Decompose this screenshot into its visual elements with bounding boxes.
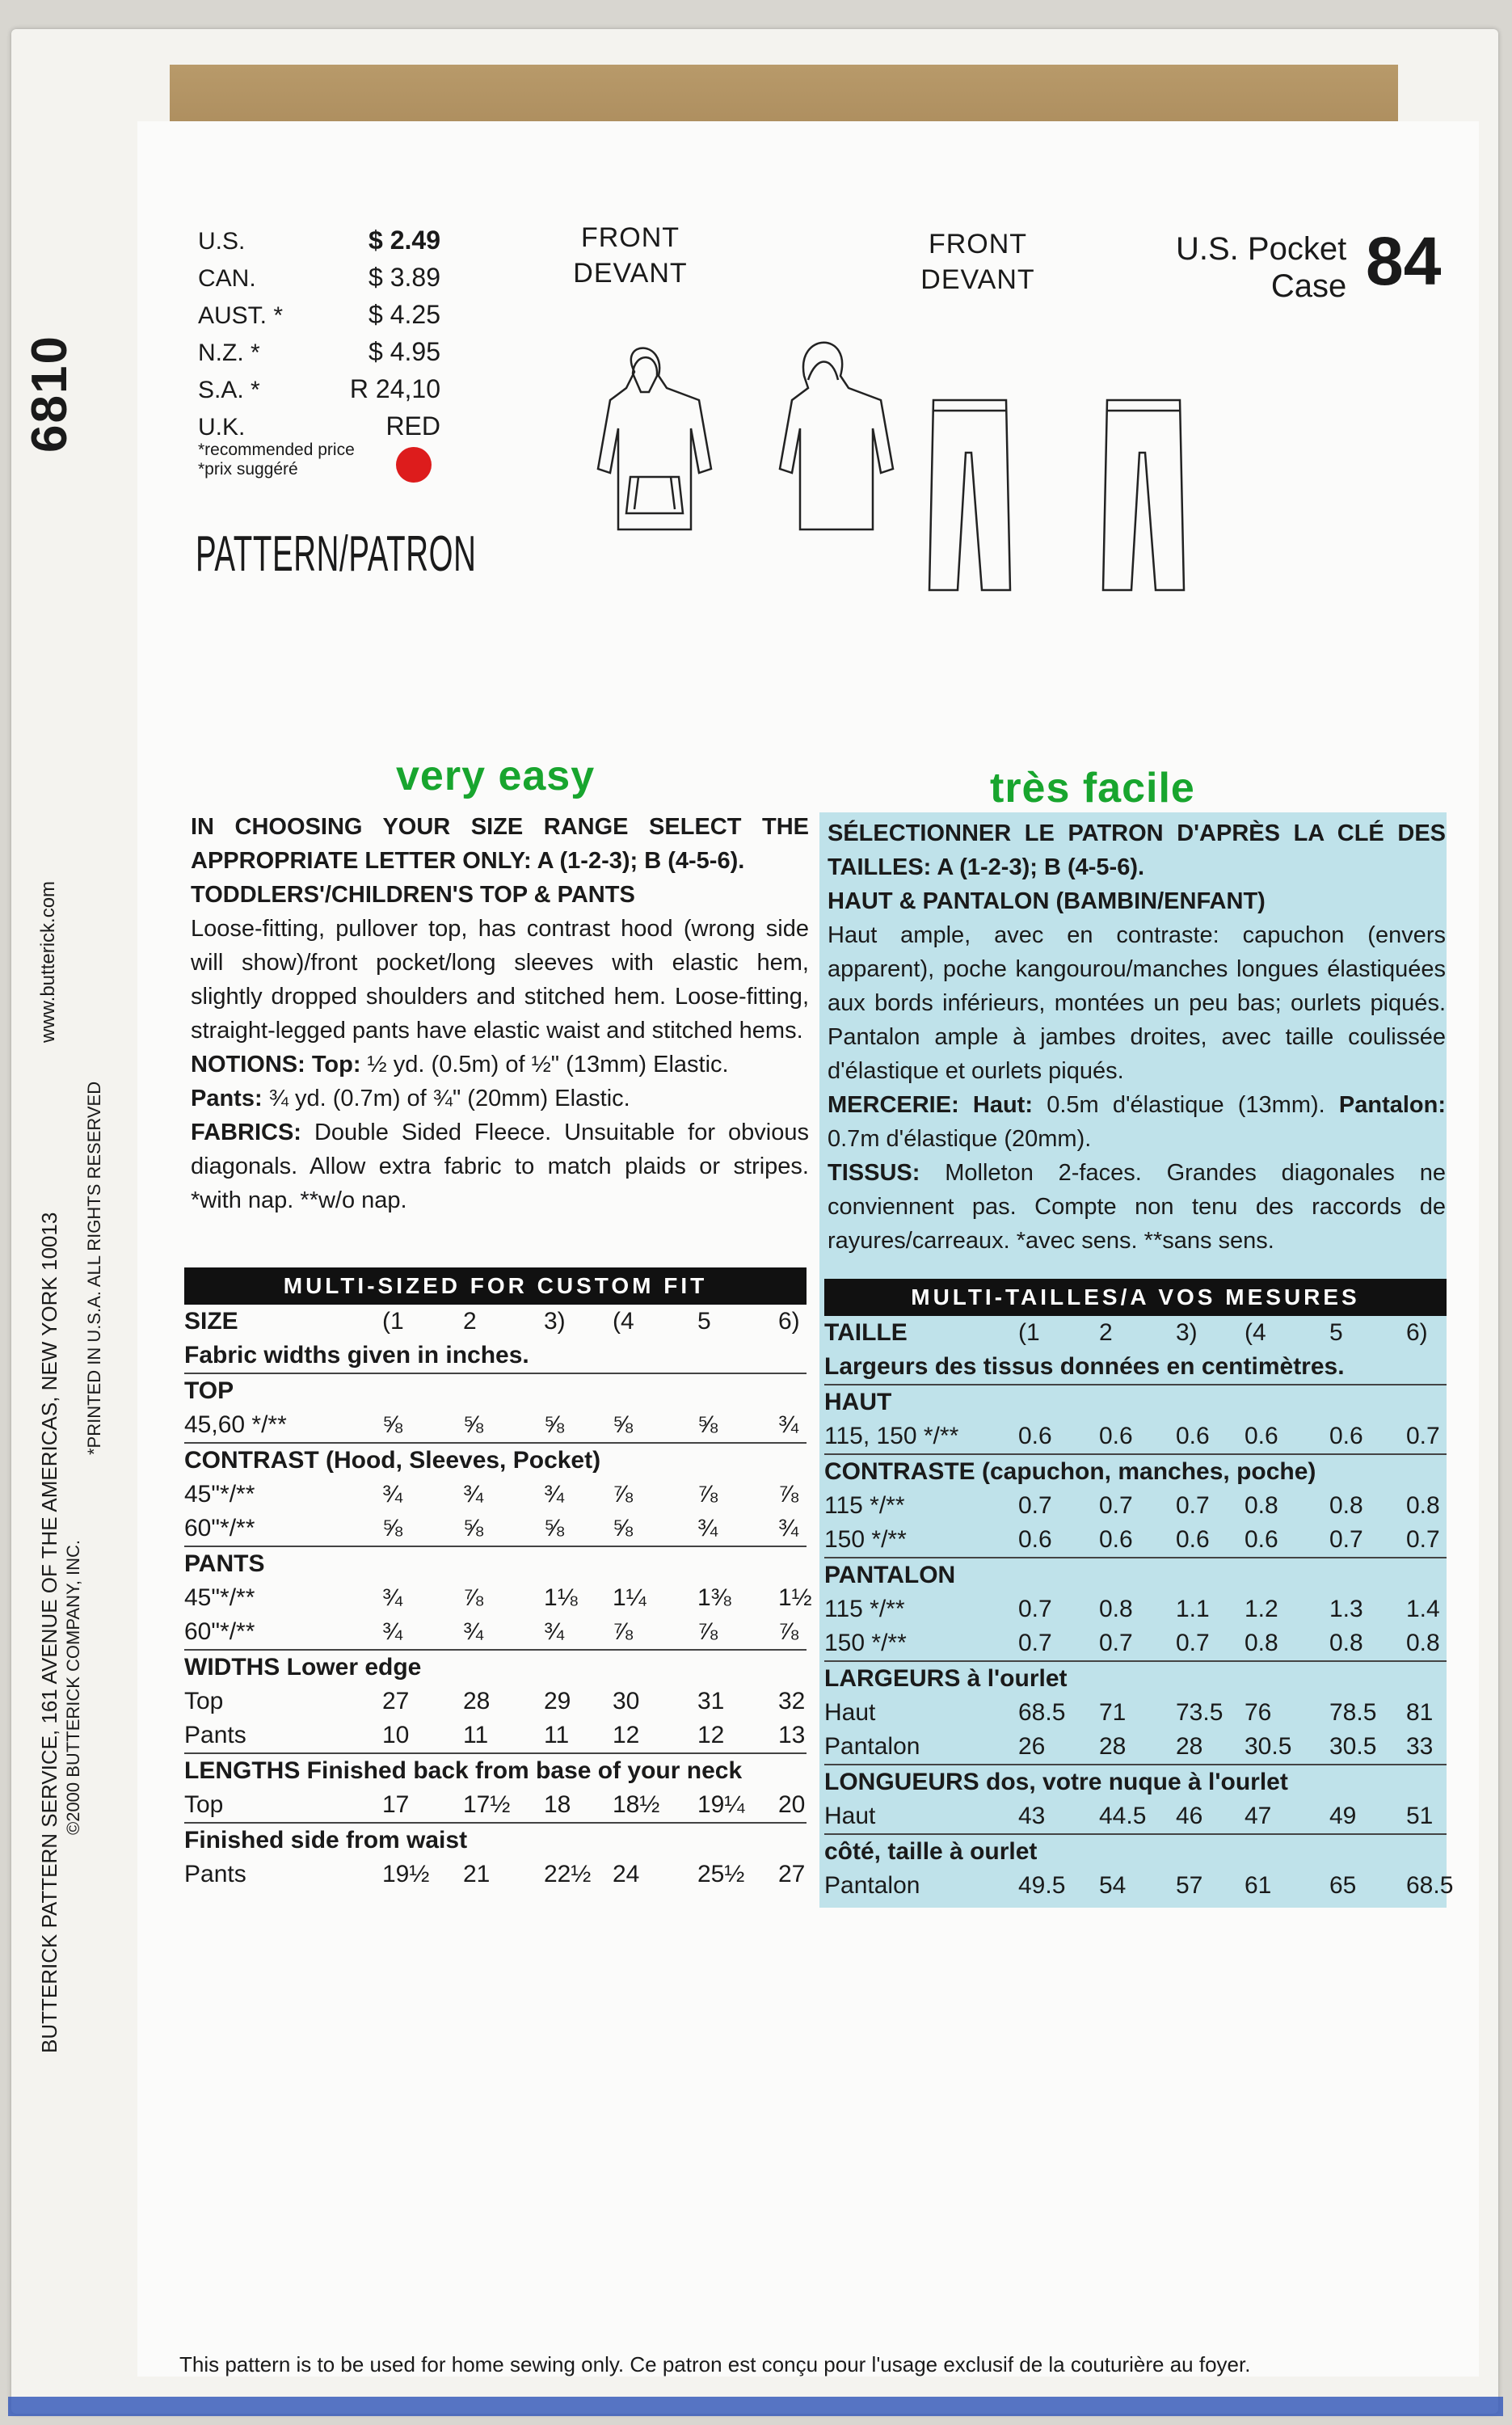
- price-country: CAN.: [198, 265, 256, 292]
- pants-front-drawing: [929, 400, 1010, 590]
- difficulty-fr: très facile: [990, 765, 1195, 812]
- table-cell: 0.7: [1018, 1596, 1052, 1622]
- table-section-title: CONTRAST (Hood, Sleeves, Pocket): [184, 1447, 601, 1474]
- table-cell: 30.5: [1245, 1733, 1292, 1760]
- table-cell: ⅝: [382, 1515, 403, 1541]
- table-cell: ⅞: [697, 1481, 718, 1508]
- table-cell: 26: [1018, 1733, 1046, 1760]
- row-label: 115 */**: [824, 1492, 905, 1519]
- fabrics-en: [191, 1116, 809, 1217]
- pocket-case-number: 84: [1366, 223, 1442, 299]
- table-cell: 0.6: [1099, 1423, 1133, 1449]
- tissus-label: TISSUS:: [828, 1160, 920, 1186]
- table-cell: 76: [1245, 1699, 1272, 1726]
- table-cell: 12: [697, 1722, 725, 1748]
- table-cell: 1⅛: [544, 1584, 578, 1611]
- price-row: [198, 330, 440, 367]
- pants-sketch: [921, 388, 1196, 598]
- table-row: [184, 1478, 807, 1512]
- table-cell: ⅝: [544, 1411, 565, 1438]
- table-cell: 19½: [382, 1861, 430, 1887]
- table-cell: 0.8: [1406, 1630, 1440, 1656]
- size-value: (1: [382, 1308, 404, 1335]
- size-value: 2: [1099, 1319, 1113, 1346]
- size-label: TAILLE: [824, 1319, 908, 1346]
- notions-pants-en: [191, 1082, 809, 1116]
- table-cell: 1.1: [1176, 1596, 1210, 1622]
- table-cell: 0.6: [1245, 1423, 1278, 1449]
- pocket-line1: U.S. Pocket: [1176, 231, 1347, 267]
- difficulty-en: very easy: [396, 753, 596, 799]
- table-section-title-row: [184, 1373, 807, 1408]
- table-section-title-row: [824, 1833, 1447, 1869]
- table-cell: 0.6: [1176, 1423, 1210, 1449]
- english-description: [191, 810, 809, 1217]
- size-value: 6): [778, 1308, 800, 1335]
- table-cell: ⅝: [382, 1411, 403, 1438]
- table-cell: 0.7: [1329, 1526, 1363, 1553]
- table-cell: 0.7: [1176, 1492, 1210, 1519]
- garment-title-en: TODDLERS'/CHILDREN'S TOP & PANTS: [191, 882, 635, 908]
- copyright: ©2000 BUTTERICK COMPANY, INC.: [63, 1539, 83, 1835]
- table-row: [184, 1719, 807, 1752]
- table-cell: 0.7: [1176, 1630, 1210, 1656]
- table-row: [824, 1799, 1447, 1833]
- table-cell: 19¼: [697, 1791, 745, 1818]
- table-cell: 1¼: [613, 1584, 646, 1611]
- row-label: Haut: [824, 1699, 876, 1726]
- mercerie-fr: [828, 1088, 1446, 1156]
- table-cell: 46: [1176, 1803, 1203, 1829]
- table-row: [824, 1869, 1454, 1903]
- table-cell: ¾: [697, 1515, 718, 1541]
- table-row: [184, 1788, 807, 1822]
- website: www.butterick.com: [37, 880, 59, 1043]
- size-value: (4: [1245, 1319, 1266, 1346]
- price-list: [198, 218, 440, 441]
- pants-front-label: FRONT: [928, 229, 1028, 259]
- table-cell: 0.6: [1176, 1526, 1210, 1553]
- price-amount: $ 3.89: [369, 263, 440, 292]
- price-country: AUST. *: [198, 302, 284, 329]
- price-row: [198, 218, 440, 255]
- mercerie-pantalon: 0.7m d'élastique (20mm).: [828, 1126, 1092, 1152]
- table-cell: 73.5: [1176, 1699, 1223, 1726]
- table-cell: 0.8: [1245, 1630, 1278, 1656]
- pocket-case-label: [1176, 230, 1346, 305]
- table-cell: ¾: [463, 1618, 484, 1645]
- table-cell: 43: [1018, 1803, 1046, 1829]
- mercerie-pants-label: Pantalon:: [1338, 1092, 1447, 1118]
- table-cell: 44.5: [1099, 1803, 1147, 1829]
- table-cell: ⅝: [697, 1411, 718, 1438]
- notions-en: [191, 1048, 809, 1082]
- size-range-instruction-en: IN CHOOSING YOUR SIZE RANGE SELECT THE APPROPRIATE LETTER ONLY: A (1-2-3); B (4-5-6).: [191, 814, 809, 874]
- price-row: [198, 367, 440, 404]
- size-value: 3): [1176, 1319, 1198, 1346]
- fabric-width-note: Largeurs des tissus données en centimètres.: [824, 1353, 1345, 1380]
- table-section-title-row: [824, 1764, 1447, 1799]
- fabrics-text: Double Sided Fleece. Unsuitable for obvious diagonals. Allow extra fabric to match plaids or stripes. *with nap. **w/o nap.: [191, 1120, 809, 1213]
- price-note-en: *recommended price: [198, 441, 355, 459]
- table-cell: 24: [613, 1861, 640, 1887]
- table-cell: 12: [613, 1722, 640, 1748]
- garment-title-fr: HAUT & PANTALON (BAMBIN/ENFANT): [828, 888, 1266, 914]
- mercerie-haut: 0.5m d'élastique (13mm).: [1047, 1092, 1325, 1118]
- table-cell: ⅞: [778, 1618, 799, 1645]
- row-label: 60"*/**: [184, 1515, 255, 1541]
- french-description: [828, 816, 1446, 1258]
- pocket-line2: Case: [1270, 268, 1347, 304]
- table-cell: 29: [544, 1688, 571, 1714]
- row-label: Top: [184, 1688, 224, 1714]
- table-cell: ¾: [382, 1584, 403, 1611]
- table-cell: ⅝: [544, 1515, 565, 1541]
- table-row: [824, 1489, 1447, 1523]
- table-section-title: LARGEURS à l'ourlet: [824, 1665, 1068, 1692]
- table-cell: 20: [778, 1791, 806, 1818]
- table-cell: 28: [463, 1688, 491, 1714]
- table-cell: 1.4: [1406, 1596, 1440, 1622]
- table-cell: 0.6: [1018, 1526, 1052, 1553]
- table-row: [184, 1581, 812, 1615]
- notions-top: ½ yd. (0.5m) of ½" (13mm) Elastic.: [367, 1052, 729, 1078]
- table-section-title: LENGTHS Finished back from base of your neck: [184, 1757, 743, 1784]
- hoodie-front-drawing: [598, 348, 711, 529]
- table-cell: 1.2: [1245, 1596, 1278, 1622]
- table-header: MULTI-TAILLES/A VOS MESURES: [824, 1279, 1447, 1316]
- row-label: Haut: [824, 1803, 876, 1829]
- row-label: 60"*/**: [184, 1618, 255, 1645]
- table-cell: ¾: [544, 1618, 565, 1645]
- size-value: (4: [613, 1308, 634, 1335]
- table-cell: 65: [1329, 1872, 1357, 1899]
- row-label: Pantalon: [824, 1872, 920, 1899]
- row-label: 115 */**: [824, 1596, 905, 1622]
- table-cell: 0.8: [1406, 1492, 1440, 1519]
- table-section-title: LONGUEURS dos, votre nuque à l'ourlet: [824, 1769, 1288, 1795]
- table-cell: ⅞: [613, 1481, 634, 1508]
- table-cell: 30: [613, 1688, 640, 1714]
- top-devant-label: DEVANT: [573, 258, 688, 289]
- yardage-table-fr: [824, 1279, 1454, 1903]
- table-section-title-row: [824, 1557, 1447, 1592]
- table-row: [824, 1730, 1447, 1764]
- table-section-title-row: [184, 1442, 807, 1478]
- tissus-text: Molleton 2-faces. Grandes diagonales ne conviennent pas. Compte non tenu des raccords de rayures/carreaux. *avec sens. **sans sens.: [828, 1160, 1446, 1254]
- table-cell: 61: [1245, 1872, 1272, 1899]
- table-row: [824, 1419, 1447, 1453]
- size-label: SIZE: [184, 1308, 238, 1335]
- table-cell: 1½: [778, 1584, 812, 1611]
- table-cell: 78.5: [1329, 1699, 1377, 1726]
- table-cell: 31: [697, 1688, 725, 1714]
- size-value: 6): [1406, 1319, 1428, 1346]
- pants-back-drawing: [1103, 400, 1184, 590]
- table-cell: ⅝: [463, 1411, 484, 1438]
- publisher-address: BUTTERICK PATTERN SERVICE, 161 AVENUE OF THE AMERICAS, NEW YORK 10013: [37, 1212, 61, 2053]
- table-section-title: PANTS: [184, 1550, 265, 1577]
- price-amount: RED: [385, 411, 440, 441]
- fabric-width-note-row: [824, 1350, 1447, 1384]
- table-cell: ¾: [382, 1618, 403, 1645]
- table-cell: 0.8: [1329, 1492, 1363, 1519]
- table-cell: 28: [1099, 1733, 1127, 1760]
- table-cell: 13: [778, 1722, 806, 1748]
- table-cell: 11: [463, 1722, 489, 1748]
- table-cell: ¾: [544, 1481, 565, 1508]
- row-label: Pantalon: [824, 1733, 920, 1760]
- table-cell: 54: [1099, 1872, 1127, 1899]
- table-cell: 18: [544, 1791, 571, 1818]
- table-cell: 33: [1406, 1733, 1434, 1760]
- table-cell: 0.8: [1245, 1492, 1278, 1519]
- fabric-width-note-row: [184, 1339, 807, 1373]
- pants-view-label: [913, 226, 1042, 297]
- table-cell: 0.7: [1406, 1423, 1440, 1449]
- notions-pants-label: Pants:: [191, 1086, 263, 1111]
- size-value: 5: [697, 1308, 711, 1335]
- table-row: [824, 1696, 1447, 1730]
- table-cell: 0.7: [1099, 1630, 1133, 1656]
- table-cell: 1⅜: [697, 1584, 731, 1611]
- table-cell: ⅝: [613, 1411, 634, 1438]
- table-header: MULTI-SIZED FOR CUSTOM FIT: [184, 1267, 807, 1305]
- pattern-label: PATTERN/PATRON: [196, 526, 477, 582]
- table-cell: ⅝: [613, 1515, 634, 1541]
- envelope-bottom-edge: [8, 2397, 1503, 2416]
- table-cell: 21: [463, 1861, 491, 1887]
- tissus-fr: [828, 1156, 1446, 1258]
- table-section-title-row: [824, 1384, 1447, 1419]
- table-cell: 0.6: [1329, 1423, 1363, 1449]
- price-country: S.A. *: [198, 377, 260, 403]
- table-cell: 51: [1406, 1803, 1434, 1829]
- table-cell: ⅝: [463, 1515, 484, 1541]
- price-country: U.K.: [198, 414, 246, 441]
- price-amount: $ 2.49: [369, 226, 440, 255]
- price-amount: R 24,10: [349, 374, 440, 403]
- size-value: (1: [1018, 1319, 1040, 1346]
- price-note: [198, 441, 355, 479]
- row-label: Top: [184, 1791, 224, 1818]
- row-label: Pants: [184, 1861, 246, 1887]
- home-sewing-notice: This pattern is to be used for home sewing only. Ce patron est conçu pour l'usage exclusif de la couturière au foyer.: [179, 2352, 1251, 2376]
- table-section-title-row: [824, 1453, 1447, 1489]
- table-cell: 0.8: [1099, 1596, 1133, 1622]
- size-value: 3): [544, 1308, 566, 1335]
- table-cell: 0.6: [1245, 1526, 1278, 1553]
- table-cell: ⅞: [778, 1481, 799, 1508]
- table-cell: 18½: [613, 1791, 660, 1818]
- yardage-table-en: [184, 1267, 812, 1892]
- table-cell: 68.5: [1406, 1872, 1454, 1899]
- table-cell: 22½: [544, 1861, 592, 1887]
- table-section-title-row: [824, 1660, 1447, 1696]
- price-row: [198, 293, 440, 330]
- table-cell: 57: [1176, 1872, 1203, 1899]
- printed-notice: *PRINTED IN U.S.A. ALL RIGHTS RESERVED: [84, 1081, 104, 1455]
- size-row: [184, 1305, 807, 1339]
- size-range-instruction-fr: SÉLECTIONNER LE PATRON D'APRÈS LA CLÉ DES TAILLES: A (1-2-3); B (4-5-6).: [828, 820, 1446, 880]
- table-section-title: CONTRASTE (capuchon, manches, poche): [824, 1458, 1316, 1485]
- table-section-title: PANTALON: [824, 1562, 956, 1588]
- price-note-fr: *prix suggéré: [198, 460, 298, 479]
- uk-price-red-dot: [396, 447, 432, 483]
- table-cell: 17½: [463, 1791, 511, 1818]
- table-cell: ¾: [463, 1481, 484, 1508]
- table-row: [184, 1858, 807, 1892]
- table-cell: 0.8: [1329, 1630, 1363, 1656]
- size-row: [824, 1316, 1447, 1350]
- fabrics-label: FABRICS:: [191, 1120, 301, 1145]
- table-cell: ¾: [778, 1411, 799, 1438]
- table-section-title: TOP: [184, 1377, 234, 1404]
- table-cell: 25½: [697, 1861, 745, 1887]
- notions-pants: ¾ yd. (0.7m) of ¾" (20mm) Elastic.: [268, 1086, 630, 1111]
- size-value: 2: [463, 1308, 477, 1335]
- row-label: Pants: [184, 1722, 246, 1748]
- table-section-title-row: [184, 1546, 807, 1581]
- table-cell: 27: [778, 1861, 806, 1887]
- table-row: [184, 1615, 807, 1649]
- table-cell: 0.7: [1018, 1492, 1052, 1519]
- row-label: 150 */**: [824, 1630, 907, 1656]
- table-section-title-row: [184, 1752, 807, 1788]
- table-cell: 30.5: [1329, 1733, 1377, 1760]
- table-section-title: WIDTHS Lower edge: [184, 1654, 422, 1681]
- table-row: [824, 1626, 1447, 1660]
- price-country: N.Z. *: [198, 340, 260, 366]
- top-front-label: FRONT: [580, 222, 680, 253]
- table-cell: 11: [544, 1722, 570, 1748]
- row-label: 150 */**: [824, 1526, 907, 1553]
- table-cell: 0.7: [1018, 1630, 1052, 1656]
- table-cell: 17: [382, 1791, 410, 1818]
- pattern-number: 6810: [22, 335, 78, 453]
- row-label: 45,60 */**: [184, 1411, 287, 1438]
- price-amount: $ 4.25: [369, 300, 440, 329]
- table-cell: 71: [1099, 1699, 1127, 1726]
- table-cell: ⅞: [697, 1618, 718, 1645]
- table-row: [824, 1523, 1447, 1557]
- table-cell: 27: [382, 1688, 410, 1714]
- table-section-title: HAUT: [824, 1389, 892, 1415]
- table-cell: 47: [1245, 1803, 1272, 1829]
- table-section-title-row: [184, 1822, 807, 1858]
- table-cell: ⅞: [613, 1618, 634, 1645]
- table-cell: 0.7: [1099, 1492, 1133, 1519]
- row-label: 45"*/**: [184, 1584, 255, 1611]
- garment-description-en: Loose-fitting, pullover top, has contrast hood (wrong side will show)/front pocket/long sleeves with elastic hem, slightly dropped shoulders and stitched hem. Loose-fitting, straight-legged pants have elastic waist and stitched hems.: [191, 916, 809, 1044]
- fabric-width-note: Fabric widths given in inches.: [184, 1342, 529, 1369]
- table-cell: 32: [778, 1688, 806, 1714]
- table-section-title: côté, taille à ourlet: [824, 1838, 1038, 1865]
- table-cell: 0.7: [1406, 1526, 1440, 1553]
- table-row: [184, 1512, 807, 1546]
- row-label: 115, 150 */**: [824, 1423, 959, 1449]
- table-row: [184, 1685, 807, 1719]
- price-country: U.S.: [198, 228, 246, 255]
- price-row: [198, 255, 440, 293]
- hoodie-sketch: [537, 331, 909, 550]
- price-row: [198, 404, 440, 441]
- table-cell: 1.3: [1329, 1596, 1363, 1622]
- table-cell: 49: [1329, 1803, 1357, 1829]
- garment-description-fr: Haut ample, avec en contraste: capuchon (envers apparent), poche kangourou/manches longues élastiquées aux bords inférieurs, montées un peu bas; ourlets piqués. Pantalon ample à jambes droites, avec taille coulissée d'élastique et ourlets piqués.: [828, 922, 1446, 1084]
- table-row: [184, 1408, 807, 1442]
- table-row: [824, 1592, 1447, 1626]
- size-value: 5: [1329, 1319, 1343, 1346]
- table-cell: ¾: [778, 1515, 799, 1541]
- table-cell: 81: [1406, 1699, 1434, 1726]
- table-section-title-row: [184, 1649, 807, 1685]
- table-cell: 68.5: [1018, 1699, 1066, 1726]
- table-cell: 0.6: [1018, 1423, 1052, 1449]
- notions-label: NOTIONS: Top:: [191, 1052, 361, 1078]
- price-amount: $ 4.95: [369, 337, 440, 366]
- row-label: 45"*/**: [184, 1481, 255, 1508]
- table-cell: 0.6: [1099, 1526, 1133, 1553]
- table-cell: ⅞: [463, 1584, 484, 1611]
- table-cell: ¾: [382, 1481, 403, 1508]
- table-cell: 49.5: [1018, 1872, 1066, 1899]
- table-cell: 28: [1176, 1733, 1203, 1760]
- table-cell: 10: [382, 1722, 410, 1748]
- table-section-title: Finished side from waist: [184, 1827, 468, 1854]
- pants-devant-label: DEVANT: [920, 264, 1035, 295]
- mercerie-label: MERCERIE: Haut:: [828, 1092, 1034, 1118]
- top-view-label: [566, 220, 695, 291]
- hoodie-back-drawing: [780, 343, 893, 529]
